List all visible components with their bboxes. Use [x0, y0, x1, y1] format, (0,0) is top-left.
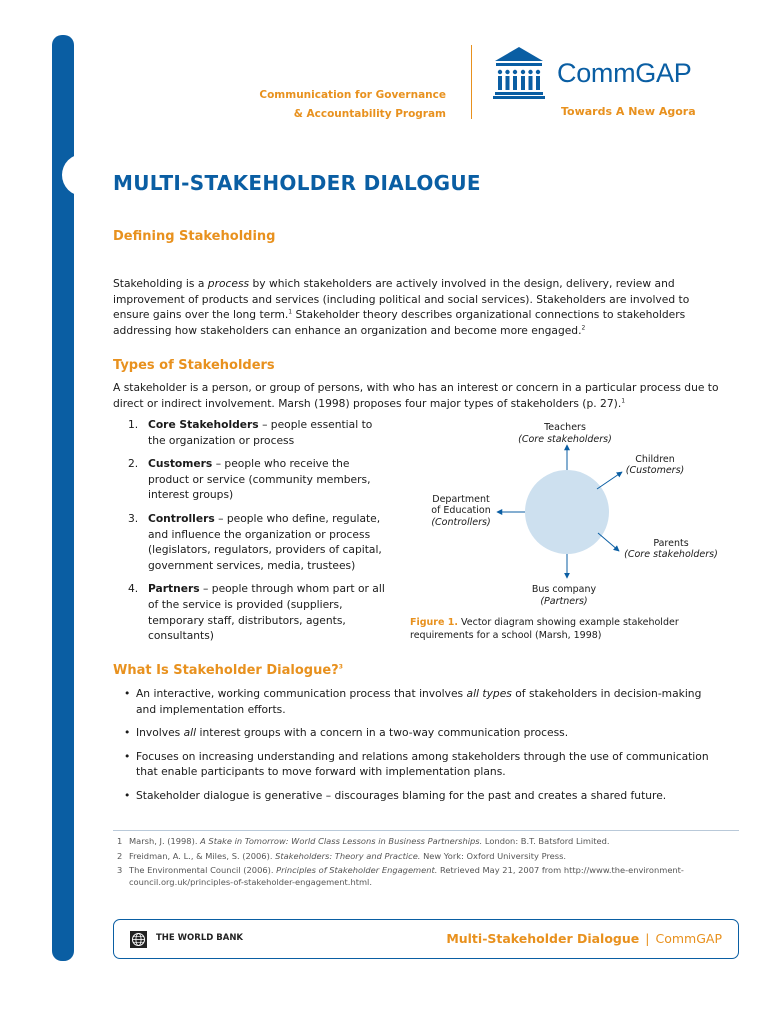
program-line-1: Communication for Governance — [259, 89, 446, 101]
node-parents-name: Parents — [653, 538, 689, 549]
node-parents-role: (Core stakeholders) — [624, 549, 718, 560]
logo-name: CommGAP — [557, 58, 692, 88]
commgap-temple-icon — [493, 45, 545, 100]
list-item: 3. Controllers – people who define, regulate, and influence the organization or process (legislators, regulators, providers of capital, government services, media, trustees) — [128, 511, 382, 572]
section-heading-defining: Defining Stakeholding — [113, 229, 276, 244]
footer-doc-title: Multi-Stakeholder Dialogue | CommGAP — [446, 931, 722, 946]
stakeholder-types-list — [128, 417, 390, 652]
node-children-role: (Customers) — [625, 465, 685, 476]
node-dept-name-2: of Education — [431, 505, 491, 516]
footnote-2: 2 Freidman, A. L., & Miles, S. (2006). Stakeholders: Theory and Practice. New York: Oxford University Press. — [117, 850, 567, 861]
world-bank-globe-icon — [130, 931, 147, 948]
logo-tagline: Towards A New Agora — [561, 105, 696, 118]
world-bank-label: THE WORLD BANK — [156, 933, 244, 943]
footnote-rule — [113, 830, 739, 831]
section-heading-types: Types of Stakeholders — [113, 358, 275, 373]
header-divider — [471, 45, 472, 119]
school-circle — [525, 470, 609, 554]
list-item: 4. Partners – people through whom part or all of the service is provided (suppliers, temporary staff, distributors, agents, consultants) — [128, 582, 385, 643]
footnote-1: 1 Marsh, J. (1998). A Stake in Tomorrow: World Class Lessons in Business Partnerships. London: B.T. Batsford Limited. — [117, 836, 610, 846]
footnote-3: 3 The Environmental Council (2006). Principles of Stakeholder Engagement. Retrieved May 21, 2007 from http://www.the-environment-council.org.uk/principles-of-stakeholder-engagement.html. — [117, 865, 684, 887]
node-children-name: Children — [635, 454, 675, 465]
footer-bar — [113, 919, 739, 959]
program-line-2: & Accountability Program — [293, 108, 446, 120]
program-name — [259, 86, 446, 124]
node-teachers-name: Teachers — [544, 422, 586, 433]
node-dept-name-1: Department — [432, 494, 490, 505]
node-bus-role: (Partners) — [540, 596, 588, 607]
list-item: 2. Customers – people who receive the product or service (community members, interest groups) — [128, 457, 371, 502]
arrow-parents — [598, 533, 619, 551]
stakeholding-paragraph: Stakeholding is a process by which stakeholders are actively involved in the design, delivery, review and improvement of products and services (including political and social services). Stakeholders are involved to ensure gains over the long term.$^1$ Stakeholder theory describes organizational connections to stakeholders addressing how stakeholders can enhance an organization and become more engaged.$^2$ — [113, 277, 690, 337]
list-item: • An interactive, working communication process that involves all types of stakeholders in decision-making and implementation efforts. — [124, 687, 702, 716]
figure-caption: Figure 1. Vector diagram showing example stakeholder requirements for a school (Marsh, 1998) — [410, 617, 679, 641]
section-heading-dialogue: What Is Stakeholder Dialogue?$^3$ — [113, 663, 343, 678]
page-title: MULTI-STAKEHOLDER DIALOGUE — [113, 171, 481, 195]
footnotes-list — [117, 836, 737, 891]
node-dept-role: (Controllers) — [431, 517, 491, 528]
node-bus-name: Bus company — [531, 584, 597, 595]
types-intro-paragraph: A stakeholder is a person, or group of persons, with who has an interest or concern in a particular process due to direct or indirect involvement. Marsh (1998) proposes four major types of stakeholders (p. 27).$^1$ — [113, 381, 719, 410]
arrow-children — [597, 472, 622, 489]
node-teachers-role: (Core stakeholders) — [518, 434, 612, 445]
list-item: • Involves all interest groups with a concern in a two-way communication process. — [124, 726, 569, 739]
dialogue-bullet-list — [124, 686, 724, 811]
list-item: 1. Core Stakeholders – people essential to the organization or process — [128, 418, 373, 447]
list-item: • Focuses on increasing understanding and relations among stakeholders through the use of communication that enable participants to move forward with implementation plans. — [124, 749, 709, 778]
side-bar-notch — [62, 154, 104, 196]
list-item: • Stakeholder dialogue is generative – discourages blaming for the past and creates a shared future. — [124, 788, 667, 802]
stakeholder-vector-diagram — [405, 415, 735, 615]
